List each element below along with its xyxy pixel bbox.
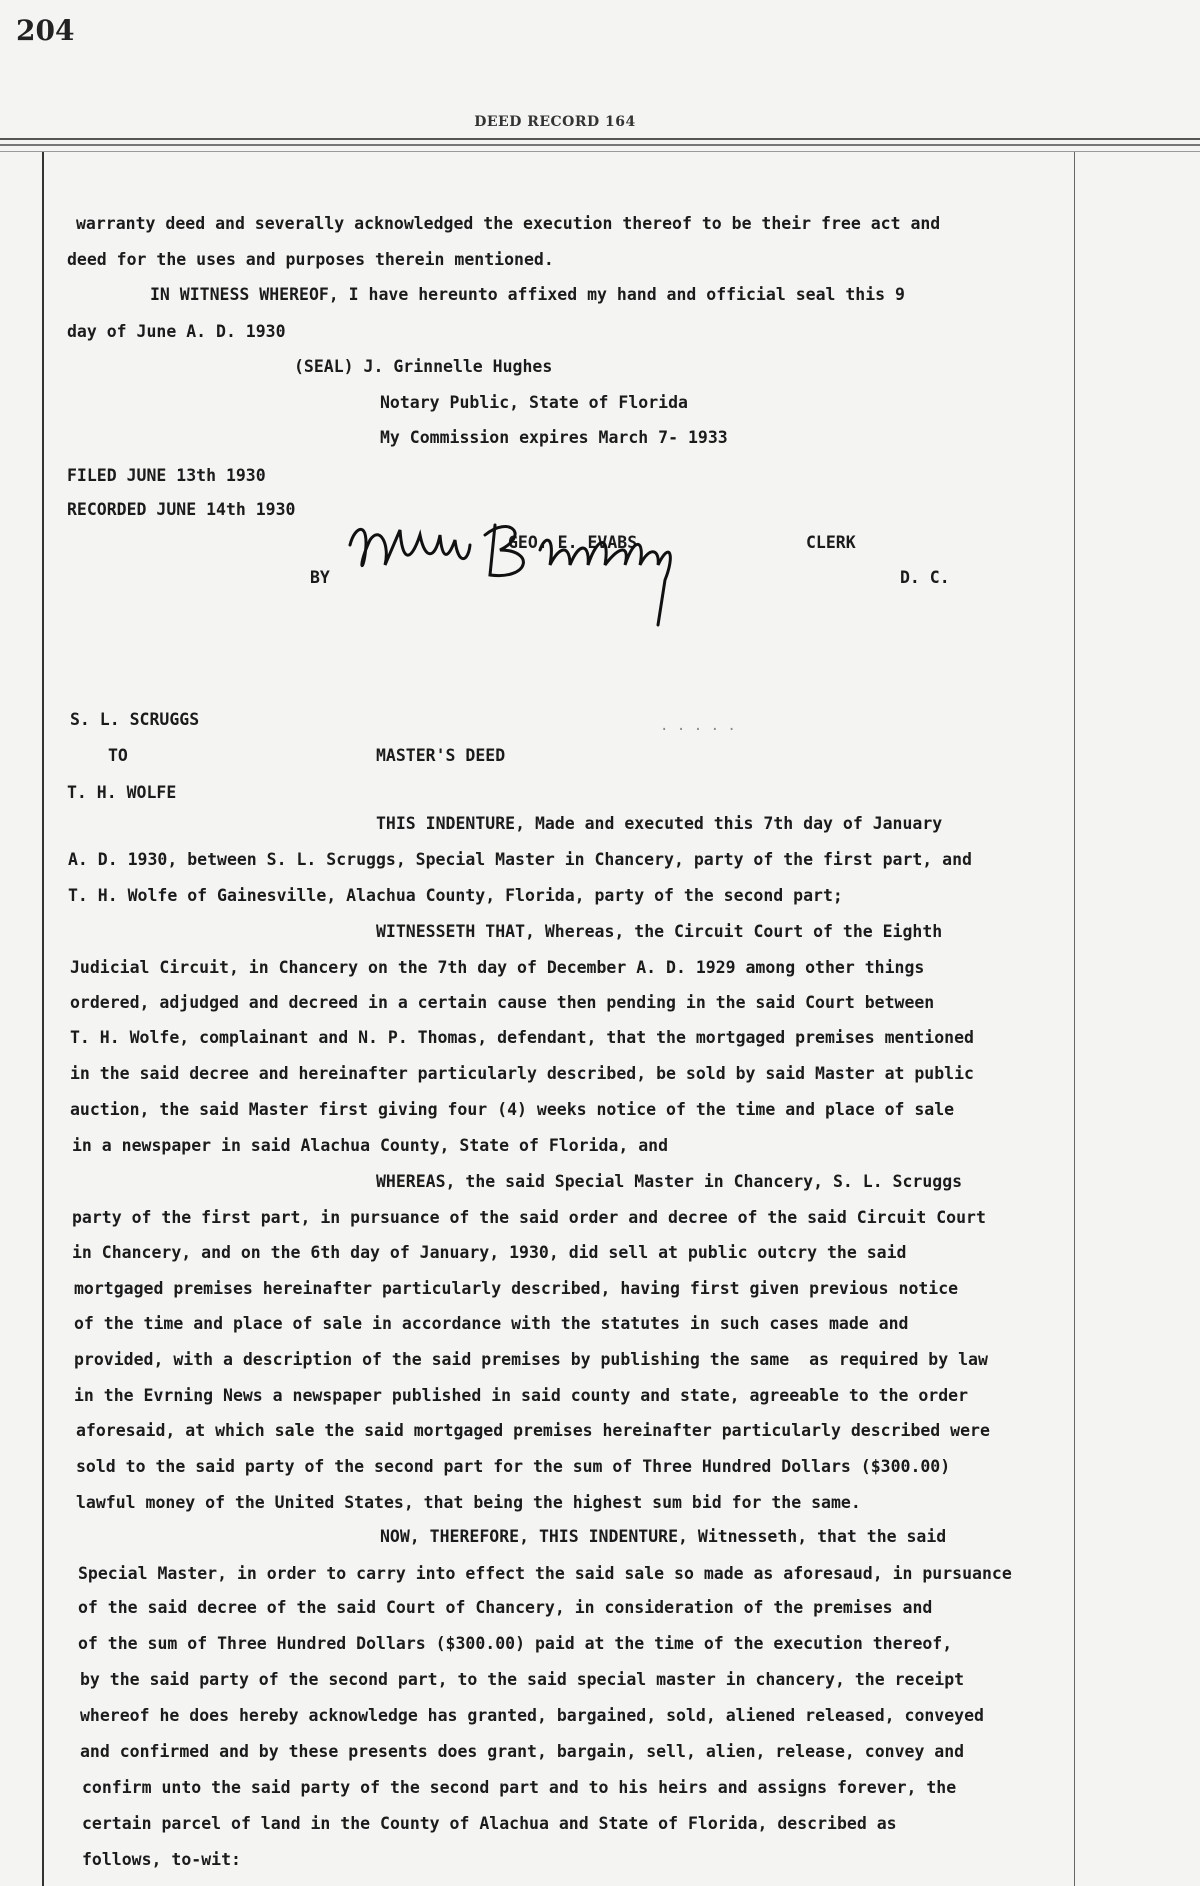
deed-line: T. H. Wolfe of Gainesville, Alachua County, Florida, party of the second part; [68, 886, 843, 905]
record-header: DEED RECORD 164 [474, 114, 636, 130]
ack-line-1: warranty deed and severally acknowledged the execution thereof to be their free act and [76, 214, 941, 233]
page-number: 204 [16, 14, 75, 47]
deed-line: of the sum of Three Hundred Dollars ($300.00) paid at the time of the execution thereof, [78, 1634, 953, 1653]
header-rule [0, 151, 1200, 152]
deed-line: WHEREAS, the said Special Master in Chancery, S. L. Scruggs [376, 1172, 963, 1191]
left-margin-line [42, 152, 44, 1886]
deed-line: of the said decree of the said Court of Chancery, in consideration of the premises and [78, 1598, 933, 1617]
header-rule [0, 144, 1200, 146]
deed-line: sold to the said party of the second part for the sum of Three Hundred Dollars ($300.00) [76, 1457, 951, 1476]
deed-line: certain parcel of land in the County of Alachua and State of Florida, described as [82, 1814, 897, 1833]
deed-line: by the said party of the second part, to the said special master in chancery, the receipt [80, 1670, 965, 1689]
deed-line: ordered, adjudged and decreed in a certain cause then pending in the said Court between [70, 993, 935, 1012]
deed-line: T. H. Wolfe, complainant and N. P. Thomas, defendant, that the mortgaged premises mentioned [70, 1028, 974, 1047]
clerk-title: CLERK [806, 533, 856, 552]
grantee-name: T. H. WOLFE [67, 783, 177, 802]
deed-line: aforesaid, at which sale the said mortgaged premises hereinafter particularly described were [76, 1421, 990, 1440]
deed-line: in Chancery, and on the 6th day of January, 1930, did sell at public outcry the said [72, 1243, 907, 1262]
deed-line: A. D. 1930, between S. L. Scruggs, Special Master in Chancery, party of the first part, and [68, 850, 972, 869]
ack-line-4: day of June A. D. 1930 [67, 322, 286, 341]
deed-line: party of the first part, in pursuance of the said order and decree of the said Circuit Court [72, 1208, 986, 1227]
ack-line-2: deed for the uses and purposes therein mentioned. [67, 250, 554, 269]
filed-date: FILED JUNE 13th 1930 [67, 466, 266, 485]
deed-line: in the said decree and hereinafter particularly described, be sold by said Master at public [70, 1064, 974, 1083]
deed-line: whereof he does hereby acknowledge has granted, bargained, sold, aliened released, conveyed [80, 1706, 984, 1725]
notary-seal: (SEAL) J. Grinnelle Hughes [294, 357, 553, 376]
deed-line: follows, to-wit: [82, 1850, 241, 1869]
deputy-clerk-label: D. C. [900, 568, 950, 587]
deed-line: Judicial Circuit, in Chancery on the 7th day of December A. D. 1929 among other things [70, 958, 925, 977]
deed-line: in the Evrning News a newspaper published in said county and state, agreeable to the order [74, 1386, 969, 1405]
deed-line: in a newspaper in said Alachua County, State of Florida, and [72, 1136, 669, 1155]
ack-line-3: IN WITNESS WHEREOF, I have hereunto affixed my hand and official seal this 9 [150, 285, 905, 304]
deed-line: and confirmed and by these presents does grant, bargain, sell, alien, release, convey and [80, 1742, 965, 1761]
deed-line: THIS INDENTURE, Made and executed this 7th day of January [376, 814, 943, 833]
deed-line: provided, with a description of the said premises by publishing the same as required by law [74, 1350, 988, 1369]
right-margin-line [1074, 152, 1075, 1886]
deed-line: confirm unto the said party of the second part and to his heirs and assigns forever, the [82, 1778, 957, 1797]
header-rule [0, 138, 1200, 140]
deed-line: WITNESSETH THAT, Whereas, the Circuit Court of the Eighth [376, 922, 943, 941]
deed-line: NOW, THEREFORE, THIS INDENTURE, Witnesseth, that the said [380, 1527, 947, 1546]
clerk-name: GEO. E. EVABS [508, 533, 638, 552]
deed-line: lawful money of the United States, that being the highest sum bid for the same. [76, 1493, 861, 1512]
recorded-date: RECORDED JUNE 14th 1930 [67, 500, 296, 519]
stray-mark: · · · · · [660, 722, 736, 738]
deed-line: Special Master, in order to carry into effect the said sale so made as aforesaud, in pursuance [78, 1564, 1012, 1583]
deed-title: MASTER'S DEED [376, 746, 506, 765]
deed-line: mortgaged premises hereinafter particularly described, having first given previous notice [74, 1279, 959, 1298]
deed-line: auction, the said Master first giving four (4) weeks notice of the time and place of sale [70, 1100, 955, 1119]
handwritten-signature [340, 505, 720, 635]
grantor-name: S. L. SCRUGGS [70, 710, 200, 729]
by-label: BY [310, 568, 330, 587]
to-label: TO [108, 746, 128, 765]
deed-line: of the time and place of sale in accordance with the statutes in such cases made and [74, 1314, 909, 1333]
notary-commission: My Commission expires March 7- 1933 [380, 428, 728, 447]
notary-title: Notary Public, State of Florida [380, 393, 688, 412]
